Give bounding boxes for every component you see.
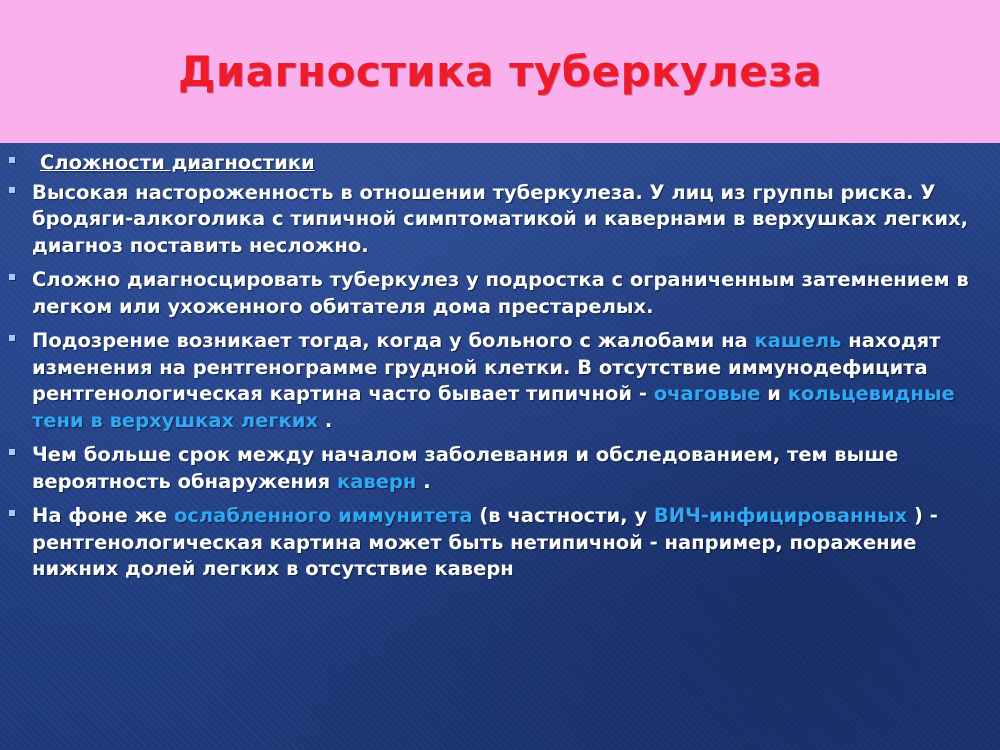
bullet-text: Чем больше срок между началом заболевания и обследованием, тем выше вероятность обнаружения: [32, 443, 899, 493]
bullet-text: На фоне же: [32, 504, 168, 527]
highlight-term: ВИЧ-инфицированных: [653, 504, 908, 527]
square-bullet-icon: [9, 157, 15, 163]
bullet-text: .: [423, 469, 431, 493]
slide-content: [0, 150, 1000, 591]
slide-title: Диагностика туберкулеза: [177, 47, 823, 96]
square-bullet-icon: [9, 335, 15, 341]
bullet-text: и: [767, 382, 781, 405]
highlight-term: ослабленного иммунитета: [173, 504, 473, 527]
square-bullet-icon: [9, 187, 15, 193]
highlight-term: кольцевидные тени в верхушках легких: [32, 382, 955, 432]
title-banner: [0, 0, 1000, 143]
highlight-term: очаговые: [653, 382, 761, 405]
bullet-item-2: [32, 267, 976, 320]
bullet-text: .: [324, 408, 333, 432]
highlight-term: кашель: [754, 329, 842, 352]
bullet-heading: [32, 150, 976, 177]
bullet-text: находят изменения на рентгенограмме грудной клетки. В отсутствие иммунодефицита рентгенологическая картина часто бывает типичной -: [32, 329, 941, 405]
bullet-text: Высокая настороженность в отношении туберкулеза. У лиц из группы риска. У бродяги-алкоголика с типичной симптоматикой и кавернами в верхушках легких, диагноз поставить несложно.: [32, 180, 968, 257]
bullet-item-3: [32, 328, 976, 434]
square-bullet-icon: [9, 510, 15, 516]
highlight-term: каверн: [337, 469, 417, 493]
bullet-text: (в частности, у: [479, 504, 648, 527]
square-bullet-icon: [9, 449, 15, 455]
bullet-item-1: [32, 180, 976, 260]
section-heading: Сложности диагностики: [40, 151, 315, 174]
bullet-text: Сложно диагносцировать туберкулез у подростка с ограниченным затемнением в легком или ухоженного обитателя дома престарелых.: [32, 268, 969, 318]
square-bullet-icon: [9, 274, 15, 280]
bullet-text: Подозрение возникает тогда, когда у больного с жалобами на: [32, 329, 748, 352]
bullet-text: ) - рентгенологическая картина может быть нетипичной - например, поражение нижних долей легких в отсутствие каверн: [32, 504, 938, 580]
bullet-item-4: [32, 442, 976, 495]
bullet-item-5: [32, 503, 976, 583]
